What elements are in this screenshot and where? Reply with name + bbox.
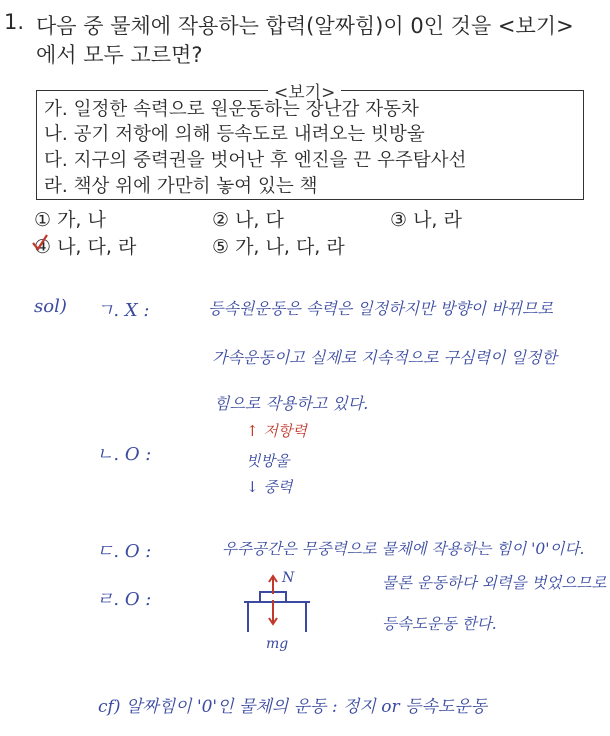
solution-na-mark: ㄴ. O : (96, 444, 152, 465)
answer-check-mark (30, 232, 50, 252)
solution-ga-mark: ㄱ. X : (96, 300, 150, 321)
solution-da-text: 우주공간은 무중력으로 물체에 작용하는 힘이 '0'이다. (222, 540, 585, 558)
solution-ga-line1: 등속원운동은 속력은 일정하지만 방향이 바뀌므로 (208, 299, 553, 318)
solution-ga-line2: 가속운동이고 실제로 지속적으로 구심력이 일정한 (212, 348, 557, 367)
example-item-na: 나. 공기 저항에 의해 등속도로 내려오는 빗방울 (44, 124, 425, 145)
question-text-line2: 에서 모두 고르면? (36, 43, 203, 67)
solution-na-drop: 빗방울 (246, 452, 290, 470)
solution-na-down: ↓ 중력 (246, 478, 293, 496)
choice-2: ② 나, 다 (212, 209, 284, 231)
solution-ra-mark: ㄹ. O : (96, 589, 152, 610)
solution-label: sol) (34, 296, 67, 317)
solution-na-up: ↑ 저항력 (246, 422, 307, 440)
solution-conclusion: cf) 알짜힘이 '0'인 물체의 운동 : 정지 or 등속도운동 (98, 697, 488, 717)
question-text-line1: 다음 중 물체에 작용하는 합력(알짜힘)이 0인 것을 <보기> (36, 14, 574, 38)
example-item-da: 다. 지구의 중력권을 벗어난 후 엔진을 끈 우주탐사선 (44, 150, 467, 171)
solution-ga-line3: 힘으로 작용하고 있다. (214, 394, 369, 413)
choice-4: ④ 나, 다, 라 (34, 236, 137, 258)
example-box-title: <보기> (268, 78, 341, 103)
question-number: 1. (4, 10, 25, 34)
choice-5: ⑤ 가, 나, 다, 라 (212, 236, 345, 258)
choice-3: ③ 나, 라 (390, 209, 462, 231)
diagram-weight-label: mg (266, 636, 289, 652)
solution-ra-line1: 물론 운동하다 외력을 벗었으므로 (382, 574, 607, 592)
example-item-ga: 가. 일정한 속력으로 원운동하는 장난감 자동차 (44, 99, 419, 120)
diagram-normal-force-label: N (282, 570, 295, 586)
choice-1: ① 가, 나 (34, 209, 106, 231)
solution-da-mark: ㄷ. O : (96, 541, 152, 562)
solution-ra-line2: 등속도운동 한다. (382, 615, 497, 633)
example-item-ra: 라. 책상 위에 가만히 놓여 있는 책 (44, 176, 318, 197)
